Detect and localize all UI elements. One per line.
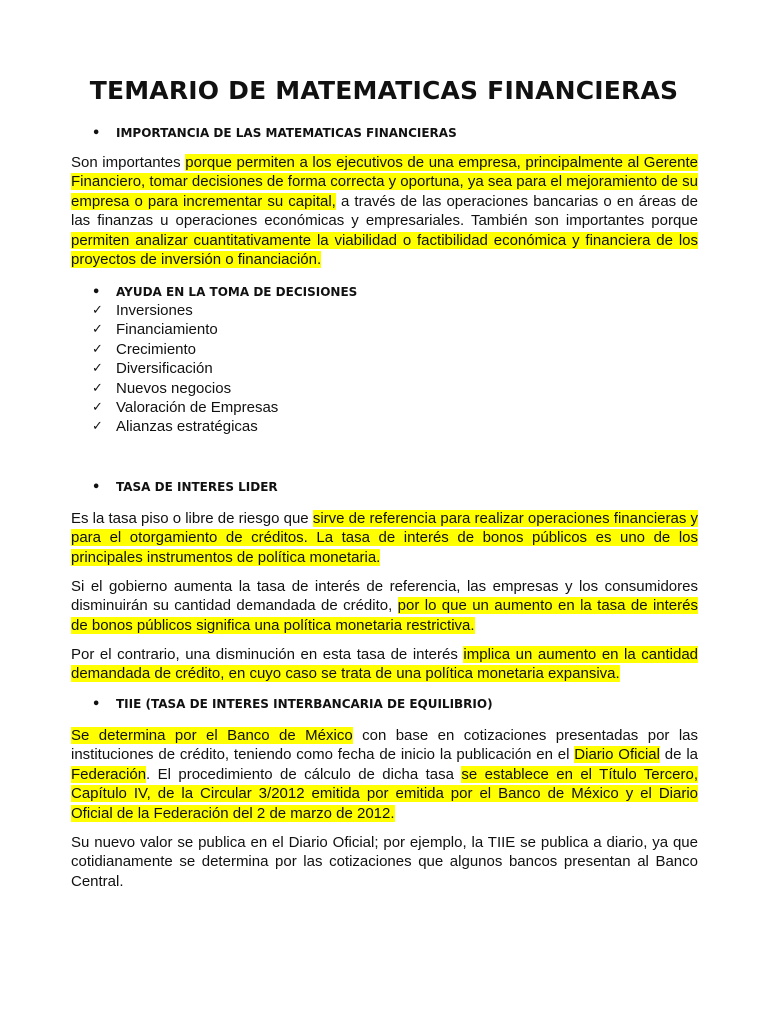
text-span: de la (659, 746, 698, 764)
text-span: Son importantes (71, 154, 186, 171)
checklist-item-label: Alianzas estratégicas (116, 418, 258, 436)
highlighted-text: permiten analizar cuantitativamente la viabilidad o factibilidad económica y financiera de los proyectos de inversión o financiación. (71, 231, 698, 269)
bullet-icon: • (92, 480, 101, 495)
paragraph-tiie-1 (71, 726, 698, 823)
paragraph-tasa-lider-3 (71, 645, 698, 684)
text-span: con base en cotizaciones presentadas por las instituciones de crédito, teniendo como fecha de inicio la publicación en el (71, 727, 699, 764)
highlighted-text: Diario Oficial (574, 746, 660, 764)
bullet-icon: • (92, 126, 101, 141)
checklist-item-label: Financiamiento (116, 321, 218, 339)
text-span: Por el contrario, una disminución en esta tasa de interés (71, 646, 464, 663)
paragraph-tasa-lider-1 (71, 509, 698, 567)
highlighted-text: por lo que un aumento en la tasa de interés de bonos públicos significa una política monetaria restrictiva. (71, 597, 698, 634)
checkmark-icon: ✓ (92, 341, 103, 357)
checkmark-icon: ✓ (92, 322, 103, 338)
section-heading-text: AYUDA EN LA TOMA DE DECISIONES (116, 285, 358, 299)
highlighted-text: sirve de referencia para realizar operaciones financieras y para el otorgamiento de créditos. La tasa de interés de bonos públicos es uno de los principales instrumentos de política monetaria. (71, 510, 699, 566)
checklist-item-label: Inversiones (116, 302, 193, 319)
paragraph-tiie-2: Su nuevo valor se publica en el Diario Oficial; por ejemplo, la TIIE se publica a diario, ya que cotidianamente se determina por las cotizaciones que algunos bancos presentan al Banco Central. (71, 834, 698, 890)
bullet-icon: • (92, 697, 101, 712)
highlighted-text: porque permiten a los ejecutivos de una empresa, principalmente al Gerente Financiero, tomar decisiones de forma correcta y oportuna, ya sea para el mejoramiento de su empresa o para incrementar su capital, (71, 154, 698, 210)
highlighted-text: implica un aumento en la cantidad demandada de crédito, en cuyo caso se trata de una política monetaria expansiva. (71, 646, 698, 683)
checklist-item-label: Nuevos negocios (116, 379, 232, 397)
text-span: Si el gobierno aumenta la tasa de interés de referencia, las empresas y los consumidores disminuirán su cantidad demandada de crédito, (71, 578, 698, 615)
section-heading-text: TIIE (TASA DE INTERES INTERBANCARIA DE EQUILIBRIO) (116, 697, 493, 711)
checkmark-icon: ✓ (92, 303, 103, 318)
checkmark-icon: ✓ (92, 419, 103, 435)
checkmark-icon: ✓ (92, 399, 103, 415)
text-span: Es la tasa piso o libre de riesgo que (71, 510, 313, 527)
highlighted-text: Federación (71, 765, 147, 783)
highlighted-text: se establece en el Título Tercero, Capítulo IV, de la Circular 3/2012 emitida por emitida por el Banco de México y el Diario Oficial de la Federación del 2 de marzo de 2012. (71, 765, 698, 822)
checkmark-icon: ✓ (92, 380, 103, 396)
highlighted-text: Se determina por el Banco de México (71, 727, 353, 744)
text-span: a través de las operaciones bancarias o en áreas de las finanzas u operaciones económicas y empresariales. También son importantes porque (71, 192, 698, 230)
section-heading-text: IMPORTANCIA DE LAS MATEMATICAS FINANCIERAS (116, 126, 457, 140)
bullet-icon: • (92, 285, 101, 300)
section-heading-text: TASA DE INTERES LIDER (116, 480, 278, 494)
paragraph-importancia (71, 153, 698, 269)
checklist-item-label: Diversificación (116, 360, 213, 378)
paragraph-tasa-lider-2 (71, 577, 698, 635)
checklist-item-label: Crecimiento (116, 340, 197, 358)
text-span: . El procedimiento de cálculo de dicha tasa (146, 765, 462, 783)
checklist-item-label: Valoración de Empresas (116, 398, 279, 416)
page-title: TEMARIO DE MATEMATICAS FINANCIERAS (89, 76, 679, 105)
checkmark-icon: ✓ (92, 361, 103, 377)
